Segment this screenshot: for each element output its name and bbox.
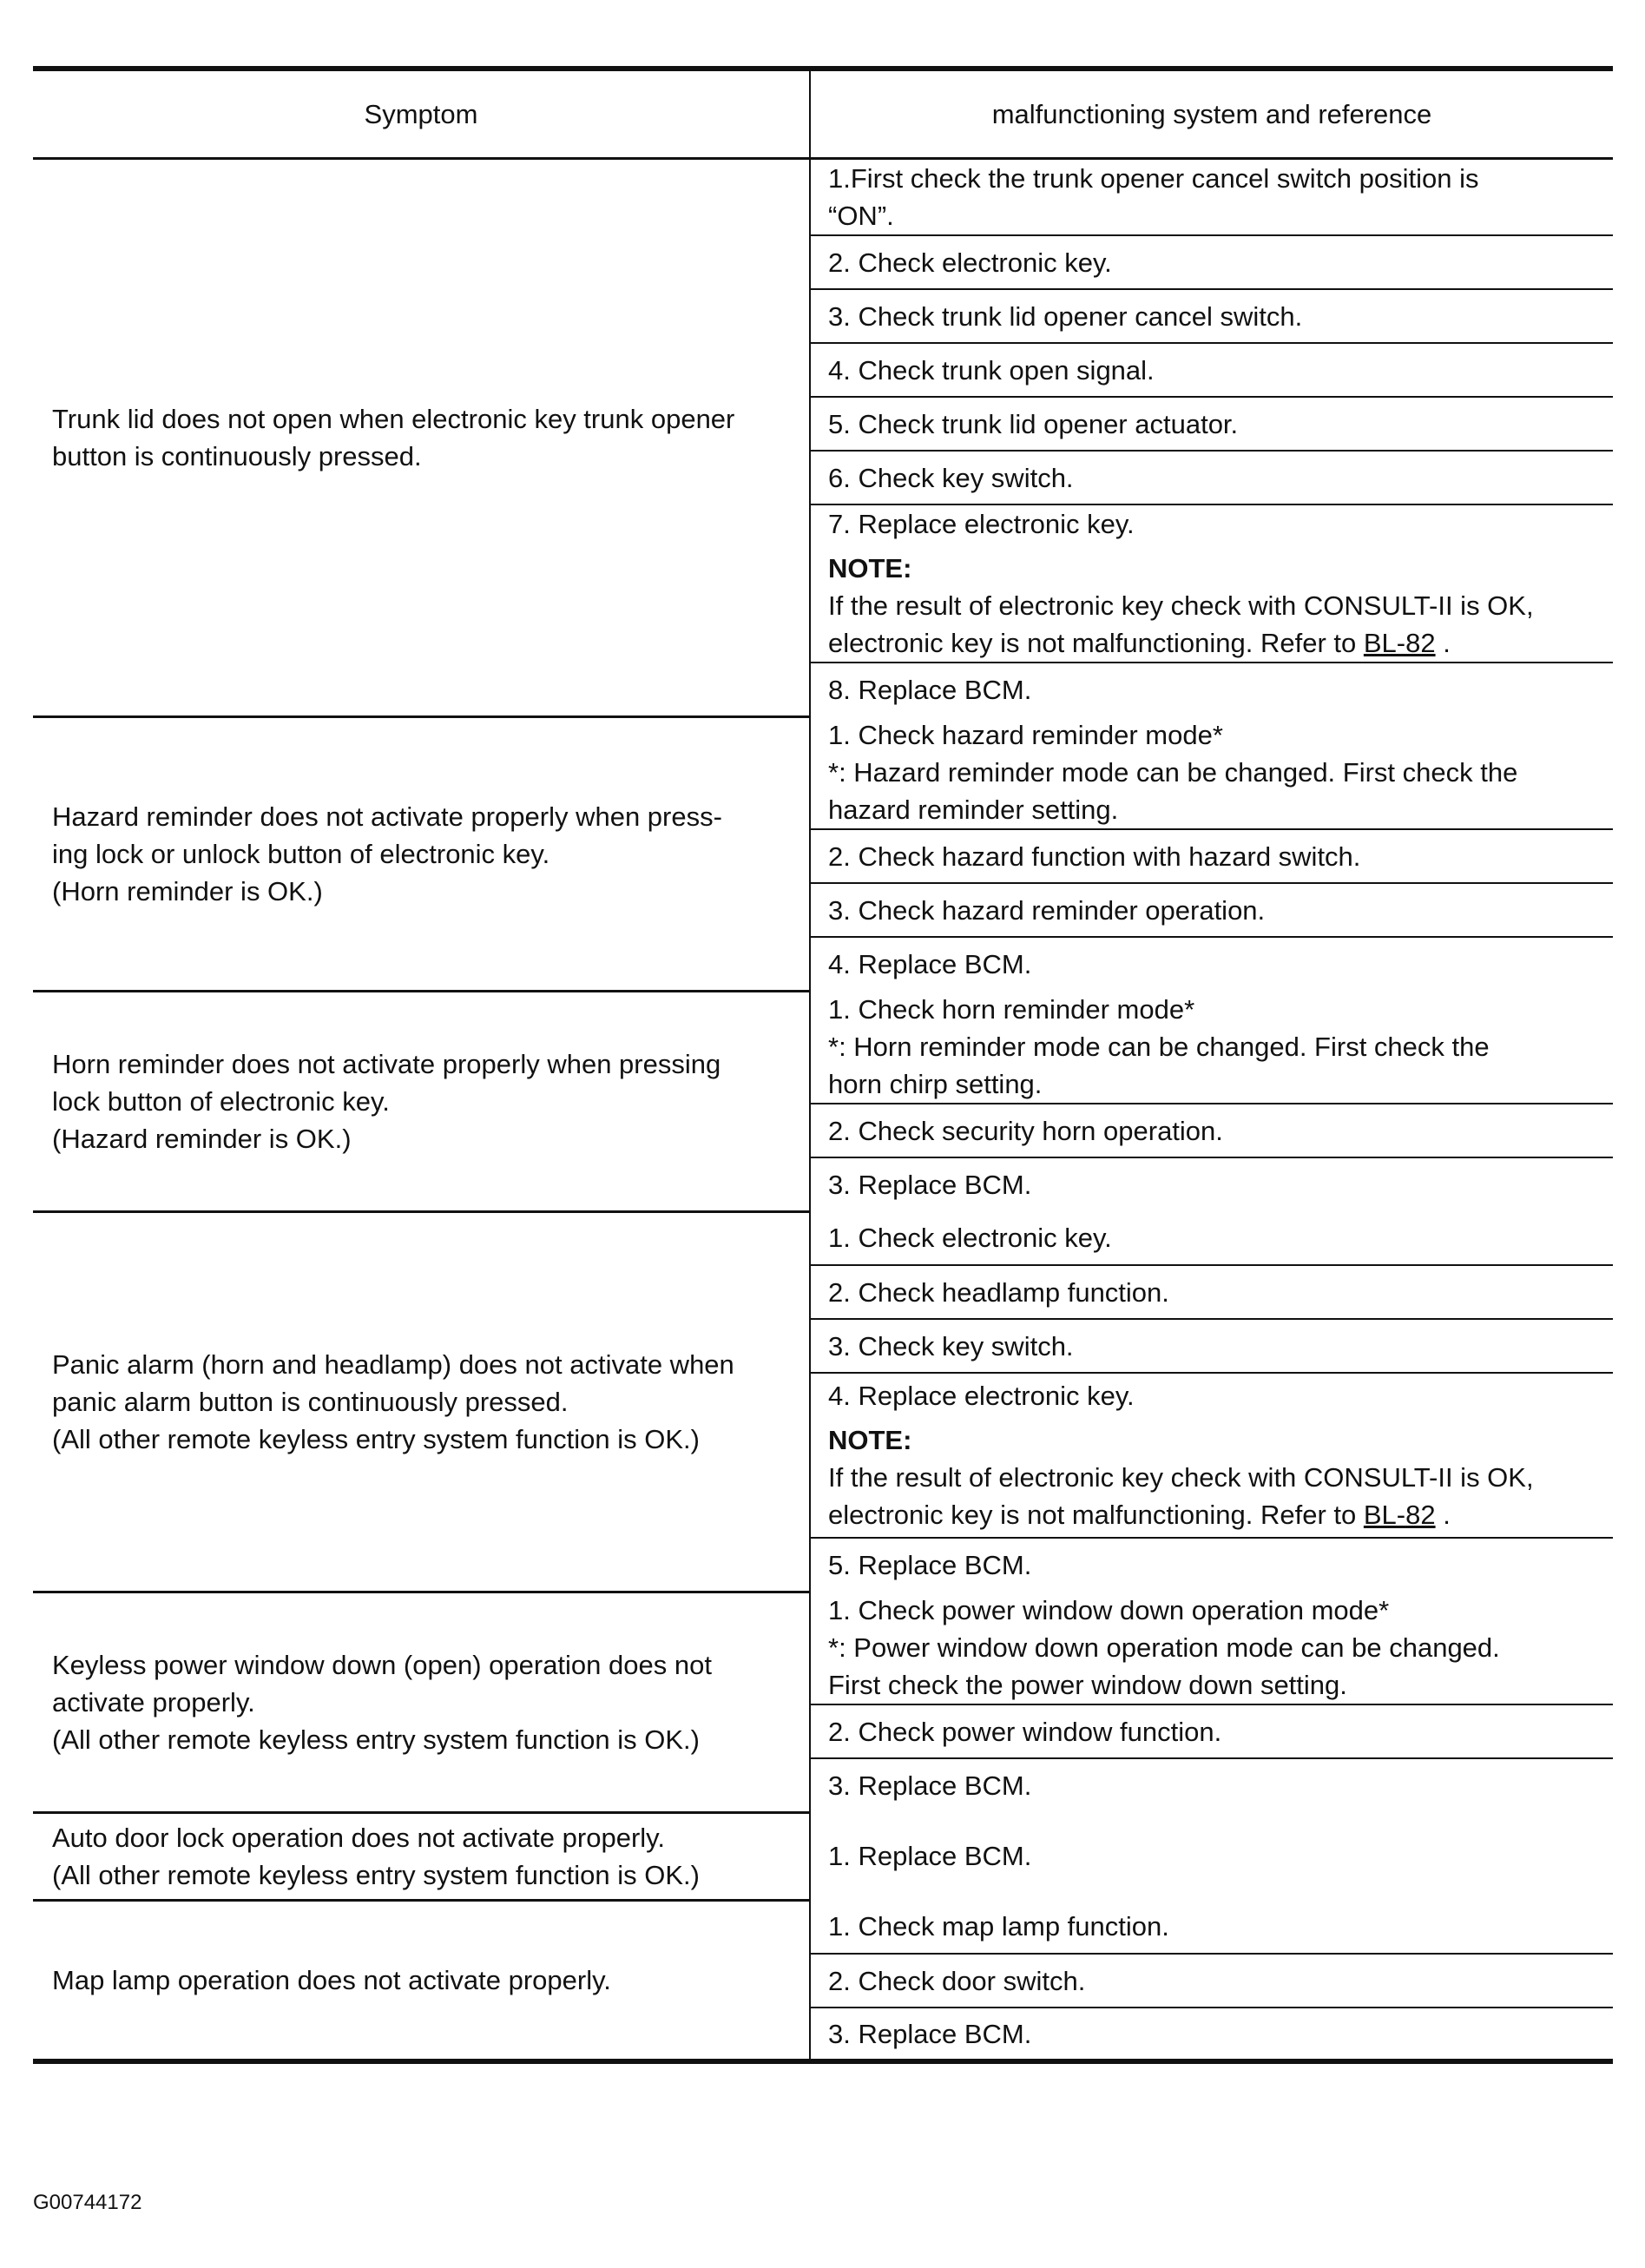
reference-step-cell — [810, 829, 1613, 883]
reference-step-cell — [810, 397, 1613, 451]
figure-code: G00744172 — [33, 2191, 142, 2214]
reference-step-cell — [810, 1157, 1613, 1211]
symptom-text: (Horn reminder is OK.) — [52, 875, 323, 907]
step-text: 3. Check hazard reminder operation. — [828, 894, 1266, 926]
reference-step-cell — [810, 1373, 1613, 1538]
symptom-text: (All other remote keyless entry system function is OK.) — [52, 1724, 700, 1755]
reference-step-cell — [810, 991, 1613, 1104]
reference-suffix: . — [1435, 1500, 1451, 1530]
step-text: 3. Check key switch. — [828, 1330, 1074, 1361]
step-text: 1. Check hazard reminder mode* — [828, 720, 1223, 750]
step-text: 4. Check trunk open signal. — [828, 354, 1155, 386]
step-text: 1. Check power window down operation mode* — [828, 1595, 1390, 1625]
symptom-text: (All other remote keyless entry system function is OK.) — [52, 1423, 700, 1454]
symptom-cell — [33, 1592, 810, 1812]
step-text: 4. Replace BCM. — [828, 949, 1032, 979]
step-text: First check the power window down setting. — [828, 1670, 1347, 1700]
step-text: 3. Replace BCM. — [828, 2018, 1032, 2049]
reference-step-cell — [810, 937, 1613, 991]
table-row — [33, 991, 1613, 1104]
symptom-text: Hazard reminder does not activate properly when press- — [52, 801, 722, 832]
reference-step-cell — [810, 1592, 1613, 1704]
header-row — [33, 69, 1613, 159]
symptom-text: Auto door lock operation does not activate properly. — [52, 1822, 665, 1853]
symptom-cell — [33, 159, 810, 717]
symptom-text: panic alarm button is continuously pressed. — [52, 1386, 569, 1417]
step-text: 1. Replace BCM. — [828, 1841, 1032, 1871]
step-text: 7. Replace electronic key. — [828, 509, 1135, 539]
reference-link[interactable]: BL-82 — [1363, 628, 1436, 658]
symptom-text: activate properly. — [52, 1686, 255, 1717]
reference-step-cell — [810, 716, 1613, 829]
note-title: NOTE: — [828, 553, 912, 583]
reference-step-cell — [810, 343, 1613, 397]
symptom-text: Trunk lid does not open when electronic key trunk opener — [52, 403, 735, 434]
step-text: 8. Replace BCM. — [828, 675, 1032, 705]
symptom-text: (All other remote keyless entry system function is OK.) — [52, 1859, 700, 1890]
reference-step-cell — [810, 2008, 1613, 2061]
step-text: hazard reminder setting. — [828, 794, 1119, 825]
table-row — [33, 159, 1613, 236]
note-text: If the result of electronic key check with CONSULT-II is OK, — [828, 1462, 1534, 1493]
reference-step-cell — [810, 1538, 1613, 1592]
step-text: 2. Check power window function. — [828, 1716, 1222, 1747]
step-text: 2. Check headlamp function. — [828, 1276, 1169, 1308]
reference-step-cell — [810, 1954, 1613, 2008]
symptom-text: Horn reminder does not activate properly when pressing — [52, 1048, 721, 1079]
step-text: 3. Check trunk lid opener cancel switch. — [828, 300, 1303, 332]
step-text: 1. Check horn reminder mode* — [828, 994, 1195, 1025]
reference-step-cell — [810, 1812, 1613, 1900]
step-text: 3. Replace BCM. — [828, 1170, 1032, 1200]
step-text: 3. Replace BCM. — [828, 1770, 1032, 1801]
note-text: electronic key is not malfunctioning. Refer to BL-82 . — [828, 628, 1451, 658]
symptom-header: Symptom — [33, 69, 810, 159]
note-text: If the result of electronic key check with CONSULT-II is OK, — [828, 590, 1534, 621]
step-text: *: Hazard reminder mode can be changed. First check the — [828, 757, 1518, 788]
reference-step-cell — [810, 1265, 1613, 1319]
symptom-cell — [33, 1211, 810, 1592]
symptom-text: lock button of electronic key. — [52, 1085, 390, 1117]
step-text: “ON”. — [828, 201, 894, 231]
reference-step-cell — [810, 883, 1613, 937]
reference-step-cell — [810, 1704, 1613, 1758]
step-text: horn chirp setting. — [828, 1069, 1043, 1099]
reference-step-cell — [810, 1104, 1613, 1157]
reference-link[interactable]: BL-82 — [1363, 1500, 1436, 1530]
symptom-text: Keyless power window down (open) operation does not — [52, 1649, 712, 1680]
reference-step-cell — [810, 451, 1613, 504]
step-text: 2. Check hazard function with hazard switch. — [828, 841, 1361, 872]
step-text: 6. Check key switch. — [828, 462, 1074, 493]
reference-step-cell — [810, 1319, 1613, 1373]
reference-header: malfunctioning system and reference — [810, 69, 1613, 159]
symptom-cell — [33, 1900, 810, 2061]
reference-step-cell — [810, 663, 1613, 716]
table-row — [33, 1592, 1613, 1704]
step-text: 2. Check electronic key. — [828, 247, 1112, 278]
reference-step-cell — [810, 1211, 1613, 1265]
symptom-text: (Hazard reminder is OK.) — [52, 1123, 352, 1154]
step-text: 5. Replace BCM. — [828, 1550, 1032, 1580]
table-row — [33, 1812, 1613, 1900]
table-body — [33, 159, 1613, 2062]
diagnosis-table-container — [33, 66, 1613, 2064]
step-text: 1. Check electronic key. — [828, 1223, 1112, 1253]
step-text: *: Power window down operation mode can be changed. — [828, 1632, 1500, 1663]
symptom-text: ing lock or unlock button of electronic key. — [52, 838, 550, 869]
reference-step-cell — [810, 235, 1613, 289]
step-text: 2. Check security horn operation. — [828, 1115, 1223, 1146]
step-text: 5. Check trunk lid opener actuator. — [828, 408, 1239, 439]
table-row — [33, 1900, 1613, 1954]
step-text: 4. Replace electronic key. — [828, 1381, 1135, 1411]
reference-step-cell — [810, 289, 1613, 343]
symptom-text: Panic alarm (horn and headlamp) does not activate when — [52, 1348, 734, 1380]
note-title: NOTE: — [828, 1425, 912, 1455]
symptom-text: button is continuously pressed. — [52, 440, 422, 471]
symptom-cell — [33, 716, 810, 991]
table-row — [33, 716, 1613, 829]
reference-step-cell — [810, 1900, 1613, 1954]
reference-step-cell — [810, 159, 1613, 236]
note-text: electronic key is not malfunctioning. Refer to BL-82 . — [828, 1500, 1451, 1530]
reference-suffix: . — [1435, 628, 1451, 658]
reference-step-cell — [810, 504, 1613, 663]
symptom-text: Map lamp operation does not activate properly. — [52, 1964, 611, 1995]
symptom-cell — [33, 991, 810, 1211]
symptom-cell — [33, 1812, 810, 1900]
step-text: 1.First check the trunk opener cancel switch position is — [828, 163, 1479, 194]
symptom-table — [33, 66, 1613, 2064]
step-text: *: Horn reminder mode can be changed. First check the — [828, 1032, 1490, 1062]
step-text: 1. Check map lamp function. — [828, 1911, 1169, 1942]
reference-step-cell — [810, 1758, 1613, 1812]
step-text: 2. Check door switch. — [828, 1965, 1086, 1996]
table-row — [33, 1211, 1613, 1265]
